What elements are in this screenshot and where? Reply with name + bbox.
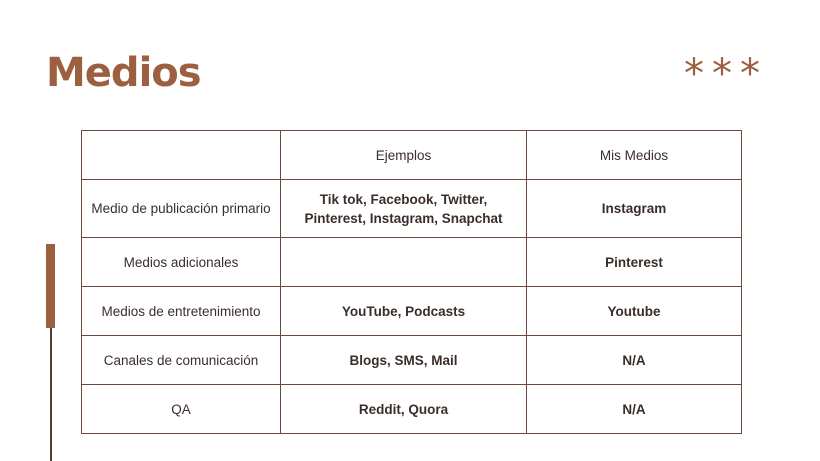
examples-cell: Tik tok, Facebook, Twitter, Pinterest, Instagram, Snapchat	[281, 180, 527, 238]
table-row	[82, 287, 742, 336]
table-row	[82, 180, 742, 238]
row-label: Medio de publicación primario	[82, 180, 281, 238]
row-label: Medios de entretenimiento	[82, 287, 281, 336]
examples-cell: Blogs, SMS, Mail	[281, 336, 527, 385]
header-cell-my-media: Mis Medios	[527, 131, 742, 180]
my-media-cell: N/A	[527, 385, 742, 434]
examples-cell	[281, 238, 527, 287]
examples-cell: YouTube, Podcasts	[281, 287, 527, 336]
my-media-cell: Instagram	[527, 180, 742, 238]
my-media-cell: Pinterest	[527, 238, 742, 287]
accent-line	[50, 328, 52, 461]
media-table	[81, 130, 742, 434]
row-label: Medios adicionales	[82, 238, 281, 287]
asterisk-decoration: ***	[684, 51, 768, 97]
row-label: Canales de comunicación	[82, 336, 281, 385]
accent-bar	[46, 244, 55, 328]
table-row	[82, 385, 742, 434]
table-row	[82, 336, 742, 385]
table-header-row	[82, 131, 742, 180]
table-row	[82, 238, 742, 287]
header-cell-examples: Ejemplos	[281, 131, 527, 180]
page-title: Medios	[46, 50, 201, 96]
my-media-cell: Youtube	[527, 287, 742, 336]
examples-cell: Reddit, Quora	[281, 385, 527, 434]
header-cell-empty	[82, 131, 281, 180]
row-label: QA	[82, 385, 281, 434]
my-media-cell: N/A	[527, 336, 742, 385]
